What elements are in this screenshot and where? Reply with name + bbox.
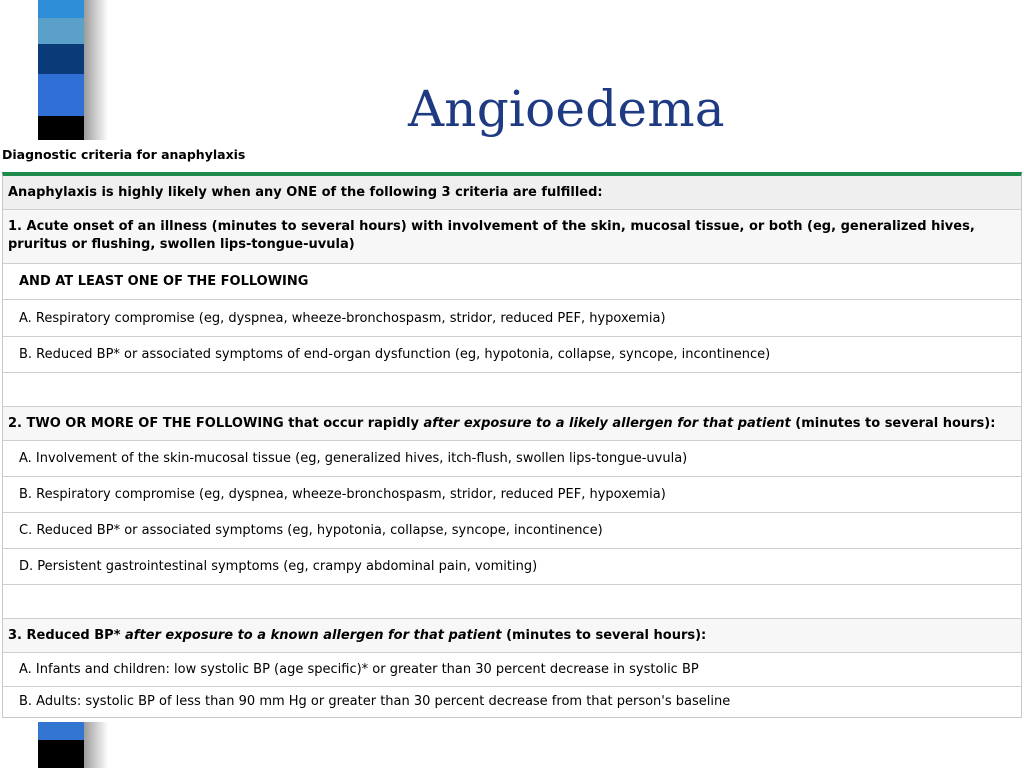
and-following-row	[3, 264, 1021, 300]
table-row	[3, 337, 1021, 373]
criterion-2-item-b: B. Respiratory compromise (eg, dyspnea, wheeze-bronchospasm, stridor, reduced PEF, hypoxemia)	[19, 487, 666, 502]
criterion-2-suffix: (minutes to several hours):	[790, 416, 996, 431]
criterion-3-prefix: 3. Reduced BP*	[8, 628, 126, 643]
table-row	[3, 441, 1021, 477]
criterion-2-row	[3, 407, 1021, 441]
table-row	[3, 549, 1021, 585]
criterion-1-item-a: A. Respiratory compromise (eg, dyspnea, wheeze-bronchospasm, stridor, reduced PEF, hypoxemia)	[19, 311, 666, 326]
decorative-bar-segment	[38, 74, 90, 116]
criterion-1-item-b: B. Reduced BP* or associated symptoms of end-organ dysfunction (eg, hypotonia, collapse, syncope, incontinence)	[19, 347, 771, 362]
decorative-bar-segment	[38, 722, 90, 740]
and-following-text: AND AT LEAST ONE OF THE FOLLOWING	[19, 274, 309, 289]
blank-row	[3, 585, 1021, 619]
criterion-2-item-a: A. Involvement of the skin-mucosal tissue (eg, generalized hives, itch-flush, swollen lips-tongue-uvula)	[19, 451, 688, 466]
criteria-table	[2, 172, 1022, 718]
blank-row	[3, 373, 1021, 407]
criterion-3-suffix: (minutes to several hours):	[501, 628, 707, 643]
decorative-bar-segment	[38, 0, 90, 18]
table-header-row	[3, 176, 1021, 210]
table-row	[3, 300, 1021, 337]
decorative-bar-shadow	[84, 0, 108, 140]
decorative-bar-segment	[38, 18, 90, 44]
table-row	[3, 653, 1021, 687]
criterion-2-item-c: C. Reduced BP* or associated symptoms (eg, hypotonia, collapse, syncope, incontinence)	[19, 523, 603, 538]
table-row	[3, 477, 1021, 513]
table-row	[3, 687, 1021, 717]
table-caption: Diagnostic criteria for anaphylaxis	[2, 147, 246, 162]
decorative-bar-segment	[38, 116, 90, 140]
criterion-3-item-b: B. Adults: systolic BP of less than 90 mm Hg or greater than 30 percent decrease from that person's baseline	[19, 694, 731, 709]
criterion-2-prefix: 2. TWO OR MORE OF THE FOLLOWING that occur rapidly	[8, 416, 424, 431]
criterion-3-italic: after exposure to a known allergen for that patient	[125, 628, 502, 643]
decorative-bar-shadow	[84, 722, 108, 768]
decorative-bar-segment	[38, 44, 90, 74]
criterion-2-italic: after exposure to a likely allergen for that patient	[423, 416, 791, 431]
criterion-2-item-d: D. Persistent gastrointestinal symptoms (eg, crampy abdominal pain, vomiting)	[19, 559, 538, 574]
slide-title: Angioedema	[408, 80, 725, 138]
criterion-1-row	[3, 210, 1021, 264]
criterion-3-row	[3, 619, 1021, 653]
table-header-text: Anaphylaxis is highly likely when any ONE of the following 3 criteria are fulfilled:	[8, 185, 603, 200]
criterion-3-item-a: A. Infants and children: low systolic BP (age specific)* or greater than 30 percent decrease in systolic BP	[19, 662, 699, 677]
table-row	[3, 513, 1021, 549]
criterion-1-text: 1. Acute onset of an illness (minutes to several hours) with involvement of the skin, mucosal tissue, or both (eg, generalized hives, pruritus or flushing, swollen lips-tongue-uvula)	[8, 219, 975, 252]
decorative-bar-segment	[38, 740, 90, 768]
